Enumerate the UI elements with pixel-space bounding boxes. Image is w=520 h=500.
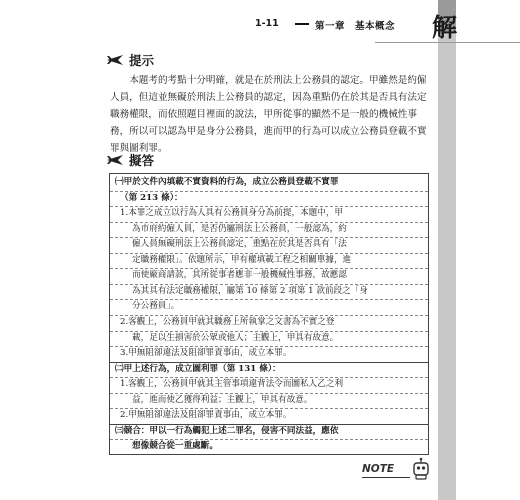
s1-p1-line: 1.本罪之成立以行為人具有公務員身分為前提，本題中，甲 xyxy=(120,208,344,219)
s1-heading-line2: （第 213 條）： xyxy=(120,192,183,203)
hint-heading xyxy=(106,51,154,69)
hint-title: 提示 xyxy=(129,53,155,68)
airplane-icon xyxy=(106,153,124,167)
s1-p1-line: 為市府約僱人員，是否仍屬刑法上公務員，一般認為，約 xyxy=(132,223,347,234)
robot-icon xyxy=(410,457,432,481)
s2-p1-line: 益，進而使乙獲得利益；主觀上，甲具有故意。 xyxy=(132,394,313,405)
s2-heading: ㈡甲上述行為，成立圖利罪（第 131 條）： xyxy=(115,363,281,374)
s1-p1-line: 分公務員」。 xyxy=(132,301,180,312)
page-number: 1-11 xyxy=(255,18,279,29)
s1-p1-line: 而使廠商請款，其所從事者應非一般機械性事務，故應認 xyxy=(132,270,347,281)
s3-heading-line: 想像競合從一重處斷。 xyxy=(132,441,218,452)
s3-heading-line: ㈢競合：甲以一行為觸犯上述二罪名，侵害不同法益，應依 xyxy=(115,425,339,436)
note-label: NOTE xyxy=(362,463,395,475)
s2-p1-line: 1.客觀上，公務員甲就其主管事項違背法令而圖私人乙之利 xyxy=(120,379,344,390)
header-rule xyxy=(375,42,520,43)
s2-p2-line: 2.甲無阻卻違法及阻卻罪責事由，成立本罪。 xyxy=(120,410,292,421)
s1-p2-line: 2.客觀上，公務員甲就其職務上所執掌之文書為不實之登 xyxy=(120,317,335,327)
chapter-title: 第一章 基本概念 xyxy=(315,21,396,32)
s1-p1-line: 為其具有法定職務權限，屬第 10 條第 2 項第 1 款前段之「身 xyxy=(132,285,368,296)
note-footer xyxy=(362,457,447,487)
side-thumb-strip xyxy=(438,0,456,500)
note-rule xyxy=(362,477,410,478)
airplane-icon xyxy=(106,53,124,67)
s1-p1-line: 定職務權限」。依題所示，甲有權填載工程之相關單據，進 xyxy=(132,254,352,265)
answer-heading xyxy=(106,151,154,169)
s1-p1-line: 僱人員無礙刑法上公務員認定，重點在於其是否具有「法 xyxy=(132,239,347,250)
s1-heading-line1: ㈠甲於文件內填載不實資料的行為，成立公務員登載不實罪 xyxy=(115,177,339,187)
s1-p3-line: 3.甲無阻卻違法及阻卻罪責事由，成立本罪。 xyxy=(120,348,292,359)
section-character: 解 xyxy=(432,13,458,42)
answer-box xyxy=(109,173,429,455)
header-dash xyxy=(295,23,309,25)
s1-p2-line: 載，足以生損害於公眾或他人；主觀上，甲具有故意。 xyxy=(132,332,339,343)
hint-paragraph: 本題考的考點十分明確，就是在於刑法上公務員的認定。甲雖然是約僱人員，但這並無礙於刑法上公務員的認定，因為重點仍在於其是否具有法定職務權限，而依照題目裡面的說法，甲所從事的顯然不是一般的機械性事務，所以可以認為甲是身分公務員，進而甲的行為可以成立公務員登載不實罪與圖利罪。 xyxy=(110,75,427,154)
answer-title: 擬答 xyxy=(129,153,155,168)
running-header xyxy=(255,10,515,40)
